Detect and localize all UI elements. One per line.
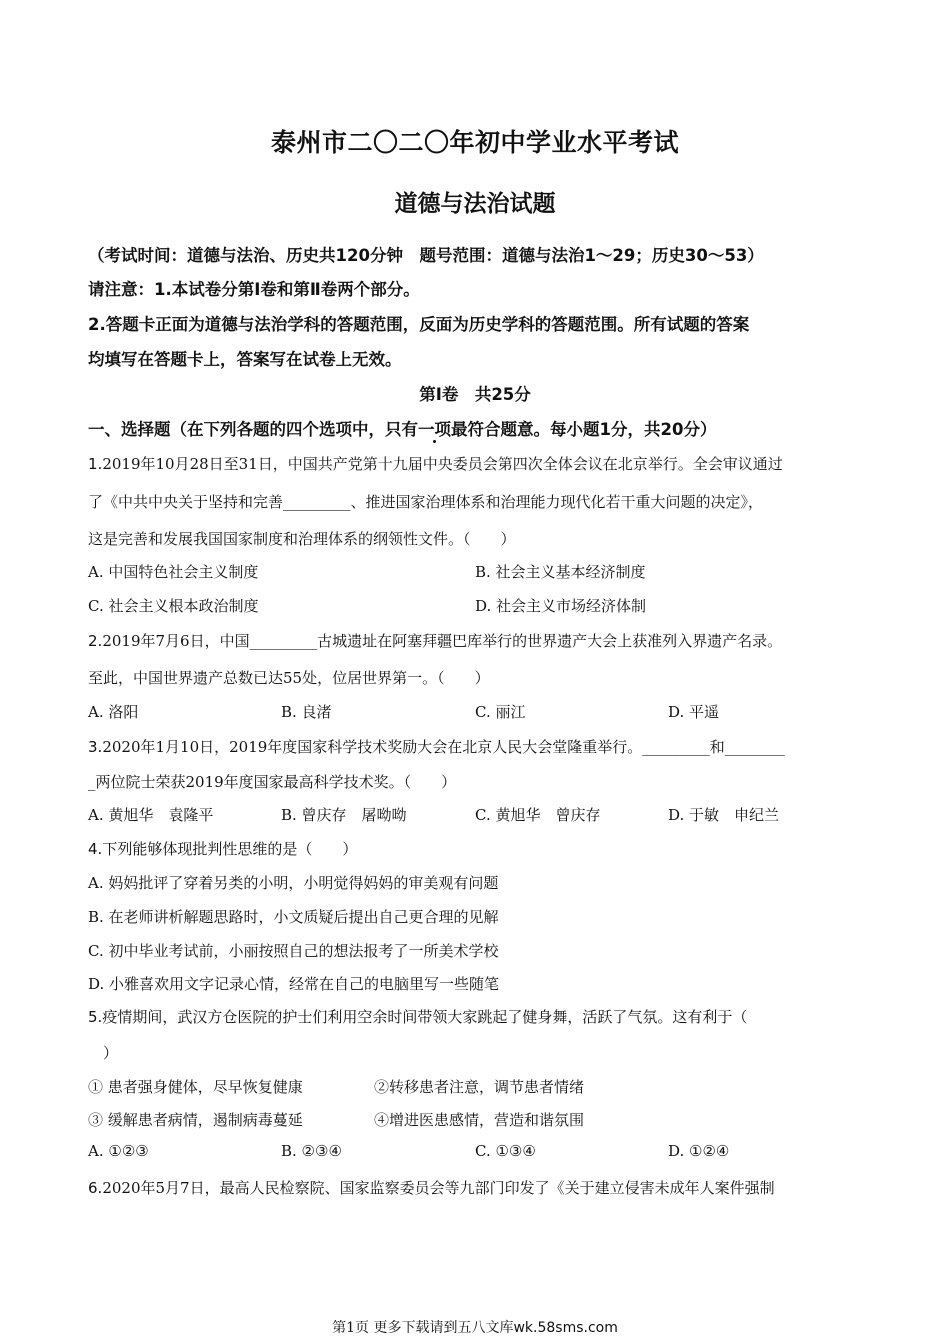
q3-option-a: A. 黄旭华 袁隆平	[88, 806, 214, 824]
q1-text-1: 2019年10月28日至31日，中国共产党第十九届中央委员会第四次全体会议在北京举行。全会审议通过	[102, 455, 783, 473]
q2-line-2: 至此，中国世界遗产总数已达55处，位居世界第一。（ ）	[88, 669, 490, 687]
q5-statement-4: ④增进医患感情，营造和谐氛围	[374, 1111, 585, 1129]
q2-option-b: B. 良渚	[281, 703, 332, 721]
q1-line-3: 这是完善和发展我国国家制度和治理体系的纲领性文件。（ ）	[88, 530, 516, 548]
q5-option-b: B. ②③④	[281, 1142, 342, 1160]
q5-statement-2: ②转移患者注意，调节患者情绪	[374, 1078, 585, 1096]
q3-number: 3.	[88, 738, 103, 756]
q5-option-c: C. ①③④	[475, 1142, 536, 1160]
q5-statement-1: ① 患者强身健体，尽早恢复健康	[88, 1078, 303, 1096]
q3-option-b: B. 曾庆存 屠呦呦	[281, 806, 407, 824]
q2-number: 2.	[88, 632, 103, 650]
q1-option-b: B. 社会主义基本经济制度	[475, 563, 646, 581]
q3-option-d: D. 于敏 申纪兰	[668, 806, 780, 824]
page-footer	[0, 1317, 950, 1337]
q3-line-2: _两位院士荣获2019年度国家最高科学技术奖。（ ）	[88, 773, 457, 791]
q6-number: 6.	[88, 1179, 103, 1197]
footer-link[interactable]: wk.58sms.com	[513, 1320, 618, 1336]
q1-line-1	[88, 453, 783, 474]
q3-text-1: 2020年1月10日，2019年度国家科学技术奖励大会在北京人民大会堂隆重举行。_________和________	[102, 738, 785, 756]
q5-text-1: 疫情期间，武汉方仓医院的护士们利用空余时间带领大家跳起了健身舞，活跃了气氛。这有利于（	[102, 1008, 748, 1026]
q2-line-1	[88, 630, 782, 651]
q5-option-d: D. ①②④	[668, 1142, 730, 1160]
q6-text-1: 2020年5月7日，最高人民检察院、国家监察委员会等九部门印发了《关于建立侵害未成年人案件强制	[102, 1179, 775, 1197]
part-1-heading: 第Ⅰ卷 共25分	[419, 385, 531, 404]
q4-option-d: D. 小雅喜欢用文字记录心情，经常在自己的电脑里写一些随笔	[88, 975, 500, 993]
q2-text-1: 2019年7月6日，中国_________古城遗址在阿塞拜疆巴库举行的世界遗产大会上获准列入界遗产名录。	[102, 632, 783, 650]
q2-option-c: C. 丽江	[475, 703, 526, 721]
note-2-line-2: 均填写在答题卡上，答案写在试卷上无效。	[88, 350, 402, 369]
q5-line-2: ）	[88, 1044, 119, 1062]
q2-option-a: A. 洛阳	[88, 703, 139, 721]
q6-line-1	[88, 1177, 775, 1198]
q4-number: 4.	[88, 840, 103, 858]
note-2-line-1: 2.答题卡正面为道德与法治学科的答题范围，反面为历史学科的答题范围。所有试题的答案	[88, 315, 750, 334]
section-1-post: 最符合题意。每小题1分，共20分）	[451, 420, 717, 439]
q4-text-1: 下列能够体现批判性思维的是（ ）	[102, 840, 358, 858]
q4-line-1	[88, 838, 357, 859]
q5-statement-3: ③ 缓解患者病情，遏制病毒蔓延	[88, 1111, 303, 1129]
q4-option-a: A. 妈妈批评了穿着另类的小明，小明觉得妈妈的审美观有问题	[88, 874, 499, 892]
q5-option-a: A. ①②③	[88, 1142, 149, 1160]
q2-option-d: D. 平遥	[668, 703, 720, 721]
exam-title: 泰州市二〇二〇年初中学业水平考试	[270, 128, 679, 157]
section-1-heading	[88, 416, 716, 440]
q1-number: 1.	[88, 455, 103, 473]
q1-option-d: D. 社会主义市场经济体制	[475, 597, 647, 615]
exam-info: （考试时间：道德与法治、历史共120分钟 题号范围：道德与法治1～29；历史30～53）	[88, 246, 764, 265]
q1-option-a: A. 中国特色社会主义制度	[88, 563, 259, 581]
footer-text: 第1页 更多下载请到五八文库	[332, 1320, 514, 1336]
section-1-pre: 一、选择题（在下列各题的四个选项中，只有	[88, 420, 418, 439]
q5-number: 5.	[88, 1008, 103, 1026]
section-1-emphasis: 一项	[418, 420, 451, 439]
q3-option-c: C. 黄旭华 曾庆存	[475, 806, 601, 824]
q4-option-c: C. 初中毕业考试前，小丽按照自己的想法报考了一所美术学校	[88, 942, 499, 960]
q1-line-2: 了《中共中央关于坚持和完善_________、推进国家治理体系和治理能力现代化若干重大问题的决定》，	[88, 493, 764, 511]
exam-subtitle: 道德与法治试题	[394, 191, 556, 217]
q3-line-1	[88, 736, 785, 757]
q5-line-1	[88, 1006, 747, 1027]
q1-option-c: C. 社会主义根本政治制度	[88, 597, 259, 615]
note-1: 请注意：1.本试卷分第Ⅰ卷和第Ⅱ卷两个部分。	[88, 280, 420, 299]
q4-option-b: B. 在老师讲析解题思路时，小文质疑后提出自己更合理的见解	[88, 908, 499, 926]
